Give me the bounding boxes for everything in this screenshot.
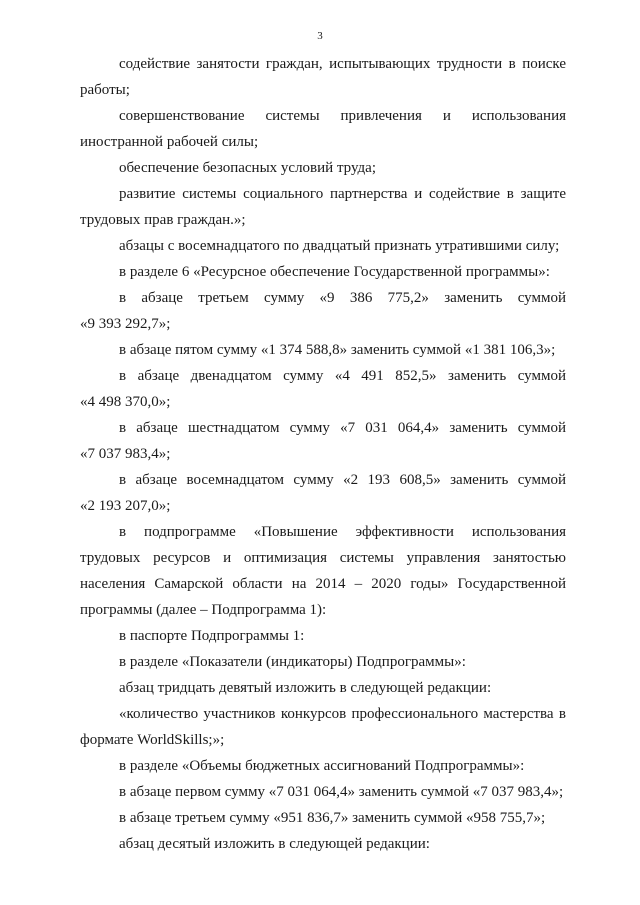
document-body <box>80 51 566 857</box>
text-line: развитие системы социального партнерства и содействие в защите <box>119 186 566 202</box>
text-line: в абзаце шестнадцатом сумму «7 031 064,4» заменить суммой <box>119 420 566 436</box>
text-line: иностранной рабочей силы; <box>80 134 259 150</box>
text-line: «9 393 292,7»; <box>80 316 171 332</box>
text-line: в разделе «Объемы бюджетных ассигнований Подпрограммы»: <box>119 758 525 774</box>
text-line: в абзаце двенадцатом сумму «4 491 852,5» заменить суммой <box>119 368 566 384</box>
text-line: работы; <box>80 82 130 98</box>
text-line: программы (далее – Подпрограмма 1): <box>80 602 327 618</box>
text-line: абзацы с восемнадцатого по двадцатый признать утратившими силу; <box>119 238 560 254</box>
text-line: формате WorldSkills;»; <box>80 732 225 748</box>
text-line: в разделе 6 «Ресурсное обеспечение Государственной программы»: <box>119 264 550 280</box>
text-line: в разделе «Показатели (индикаторы) Подпрограммы»: <box>119 654 466 670</box>
text-line: в абзаце третьем сумму «9 386 775,2» заменить суммой <box>119 290 566 306</box>
text-line: совершенствование системы привлечения и использования <box>119 108 566 124</box>
text-line: содействие занятости граждан, испытывающих трудности в поиске <box>119 56 566 72</box>
text-line: «количество участников конкурсов профессионального мастерства в <box>119 706 566 722</box>
text-line: трудовых прав граждан.»; <box>80 212 246 228</box>
text-line: в паспорте Подпрограммы 1: <box>119 628 305 644</box>
text-line: в подпрограмме «Повышение эффективности использования <box>119 524 566 540</box>
text-line: «7 037 983,4»; <box>80 446 171 462</box>
text-line: в абзаце восемнадцатом сумму «2 193 608,5» заменить суммой <box>119 472 566 488</box>
text-line: абзац десятый изложить в следующей редакции: <box>119 836 430 852</box>
text-line: «4 498 370,0»; <box>80 394 171 410</box>
text-line: в абзаце третьем сумму «951 836,7» заменить суммой «958 755,7»; <box>119 810 546 826</box>
text-line: «2 193 207,0»; <box>80 498 171 514</box>
page-number: 3 <box>317 30 323 42</box>
text-line: трудовых ресурсов и оптимизация системы управления занятостью <box>80 550 566 566</box>
text-line: абзац тридцать девятый изложить в следующей редакции: <box>119 680 492 696</box>
text-line: в абзаце первом сумму «7 031 064,4» заменить суммой «7 037 983,4»; <box>119 784 564 800</box>
text-line: в абзаце пятом сумму «1 374 588,8» заменить суммой «1 381 106,3»; <box>119 342 556 358</box>
text-line: обеспечение безопасных условий труда; <box>119 160 376 176</box>
text-line: населения Самарской области на 2014 – 2020 годы» Государственной <box>80 576 566 592</box>
